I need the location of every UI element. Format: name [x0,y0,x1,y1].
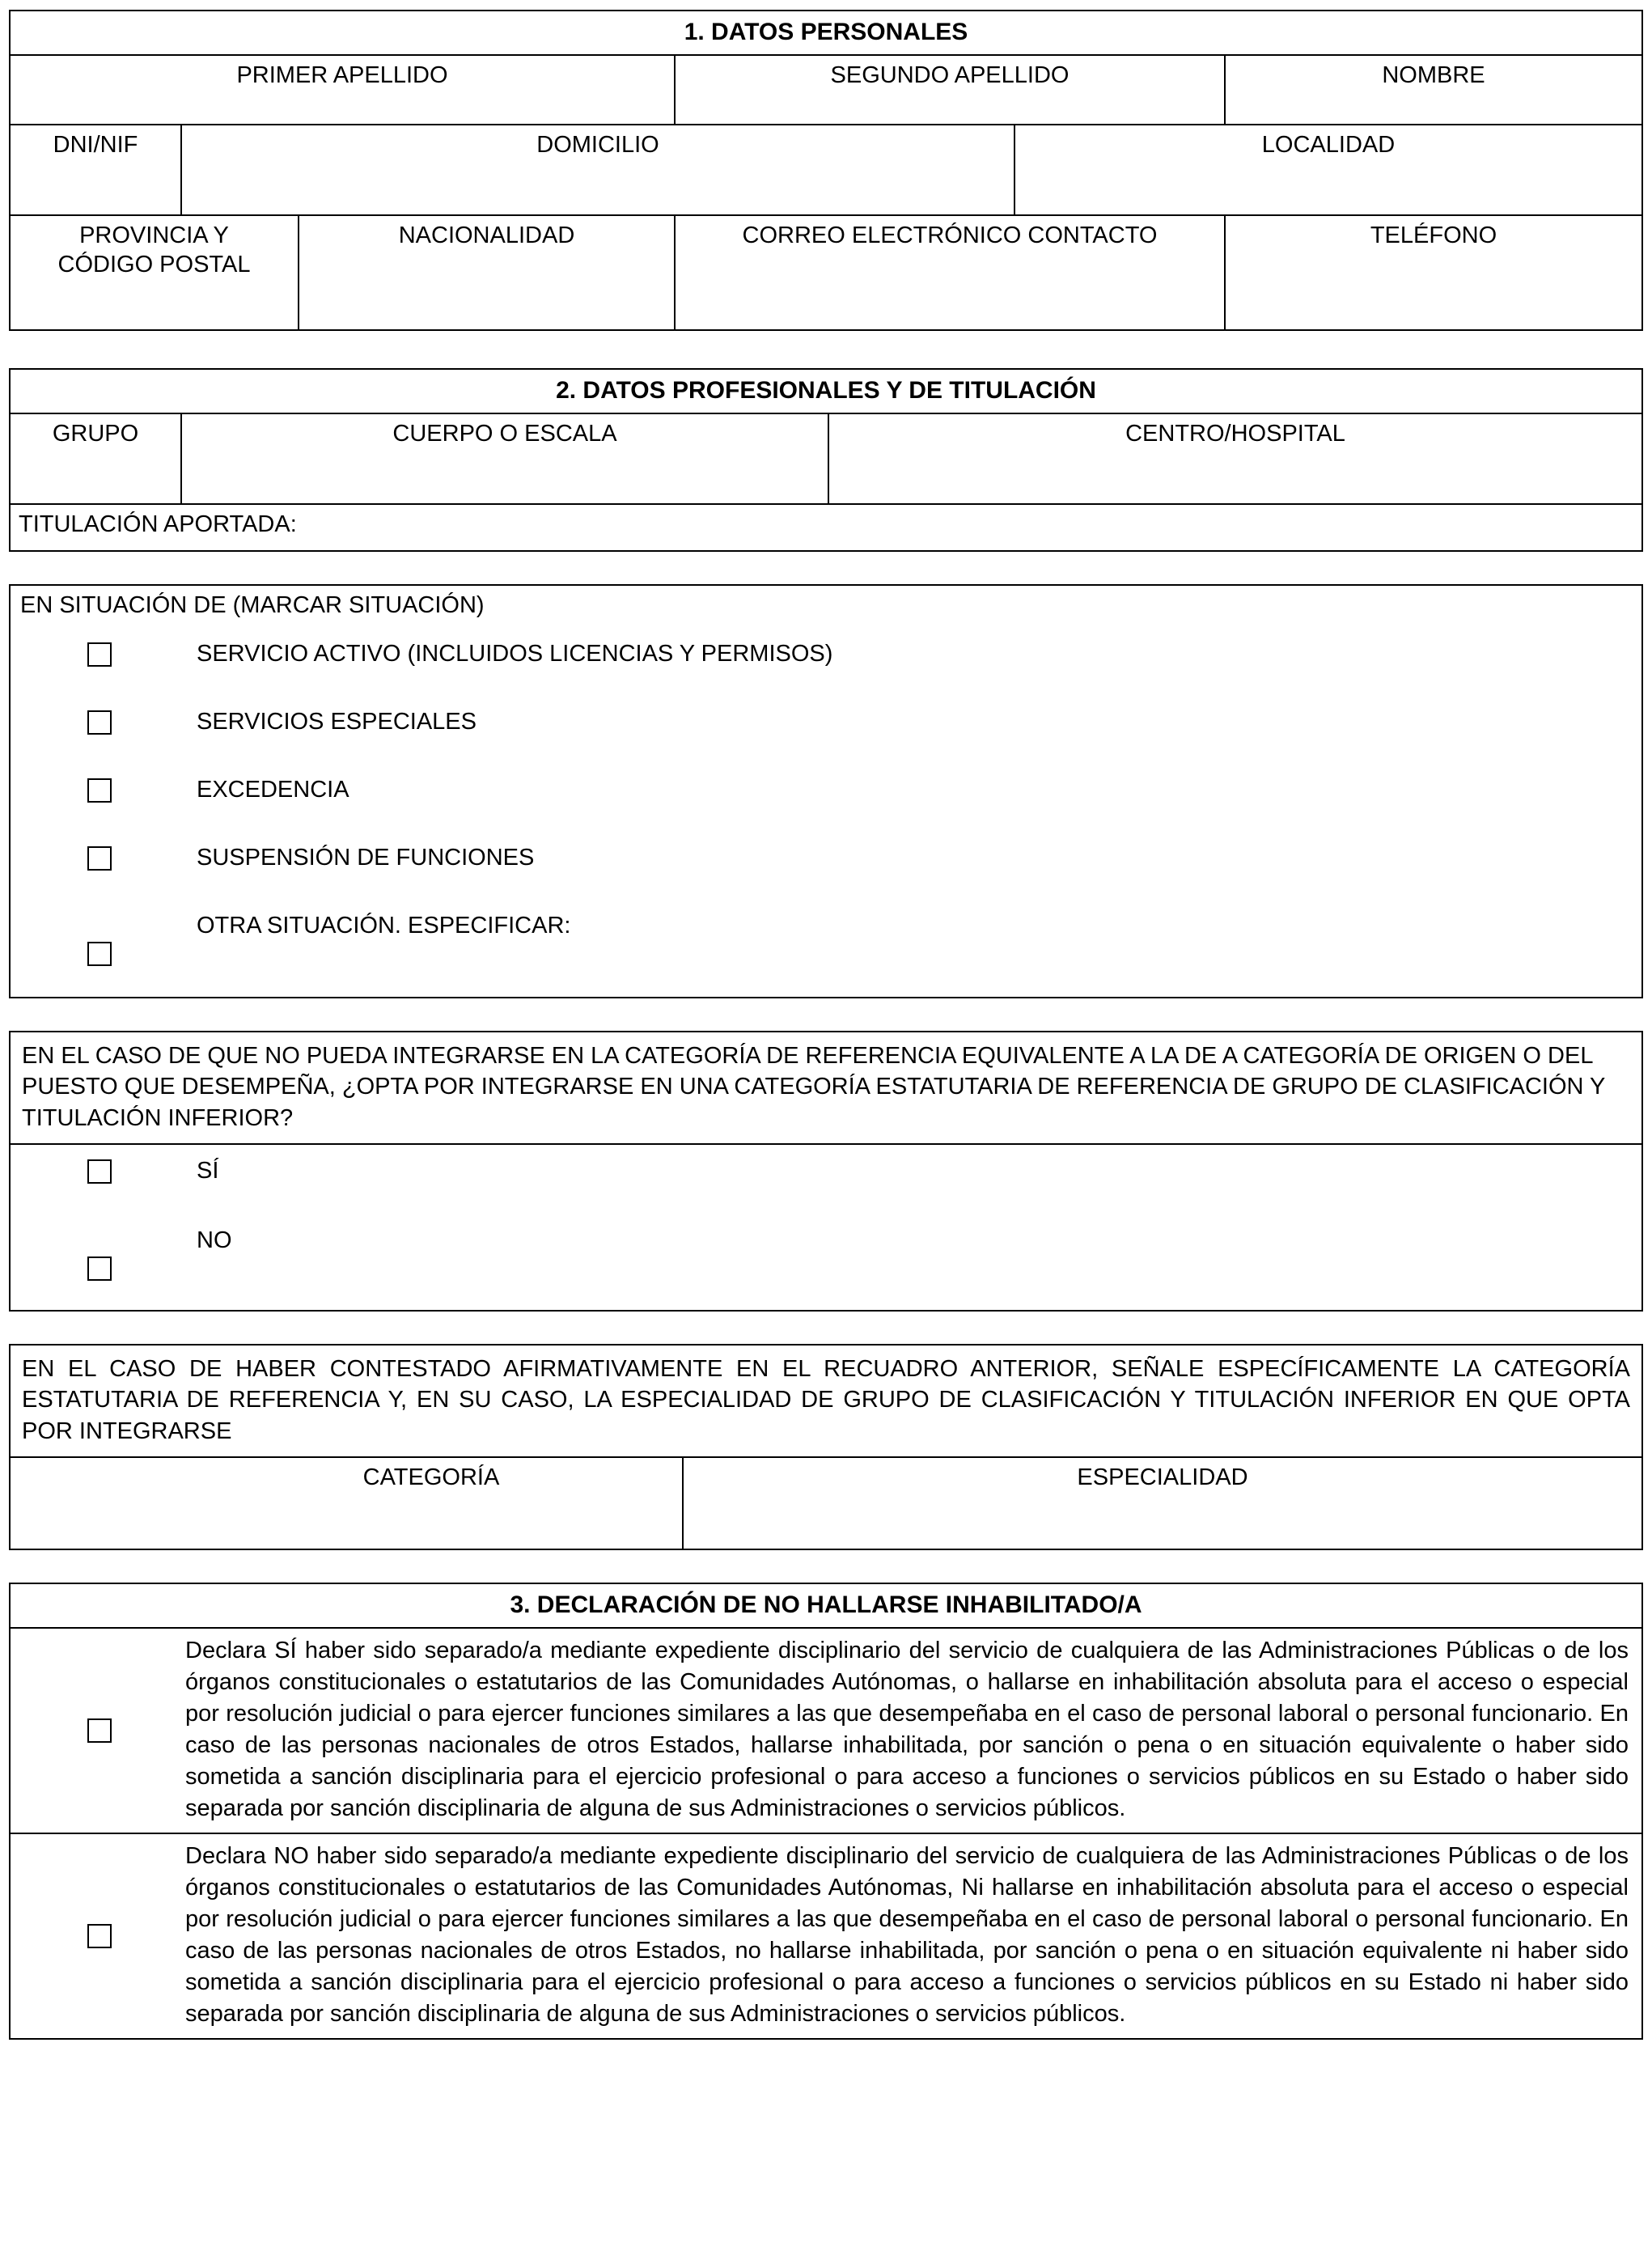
situacion-option-label: EXCEDENCIA [197,777,349,803]
checkbox-icon[interactable] [87,846,112,871]
section2-row-titulacion [11,503,1641,550]
section-declaracion [9,1583,1643,2040]
section1-row-apellidos [11,54,1641,124]
pregunta-option-no[interactable] [11,1224,1641,1294]
field-nacionalidad[interactable]: NACIONALIDAD [298,216,674,329]
field-titulacion-aportada[interactable]: TITULACIÓN APORTADA: [19,511,297,537]
section-datos-profesionales [9,368,1643,552]
situacion-option-label: OTRA SITUACIÓN. ESPECIFICAR: [197,913,571,939]
situacion-option-label: SUSPENSIÓN DE FUNCIONES [197,845,535,871]
situacion-option-otra[interactable] [11,909,1641,977]
field-categoria[interactable]: CATEGORÍA [362,1464,500,1491]
situacion-options [11,626,1641,997]
situacion-option-label: SERVICIOS ESPECIALES [197,709,477,735]
pregunta-text: EN EL CASO DE QUE NO PUEDA INTEGRARSE EN LA CATEGORÍA DE REFERENCIA EQUIVALENTE A LA DE A CATEGORÍA DE ORIGEN O DEL PUESTO QUE DESEMPEÑA, ¿OPTA POR INTEGRARSE EN UNA CATEGORÍA ESTATUTARIA DE REFERENCIA DE GRUPO DE CLASIFICACIÓN Y TITULACIÓN INFERIOR? [22,1043,1605,1131]
afirmativa-text: EN EL CASO DE HABER CONTESTADO AFIRMATIVAMENTE EN EL RECUADRO ANTERIOR, SEÑALE ESPECÍFICAMENTE LA CATEGORÍA ESTATUTARIA DE REFERENCIA Y, EN SU CASO, LA ESPECIALIDAD DE GRUPO DE CLASIFICACIÓN Y TITULACIÓN INFERIOR EN QUE OPTA POR INTEGRARSE [22,1355,1630,1444]
checkbox-icon[interactable] [87,710,112,735]
spacer [8,998,1644,1031]
checkbox-icon[interactable] [87,642,112,667]
section1-title: 1. DATOS PERSONALES [684,19,968,45]
section1-row-domicilio [11,124,1641,214]
declaracion-si-row[interactable] [11,1627,1641,1833]
spacer [8,331,1644,368]
checkbox-icon[interactable] [87,1718,112,1743]
situacion-option-servicio-activo[interactable] [11,638,1641,706]
situacion-option-excedencia[interactable] [11,773,1641,841]
categoria-spacer [11,1458,180,1549]
checkbox-wrap [11,1224,197,1281]
field-nombre[interactable]: NOMBRE [1224,56,1641,124]
field-centro-hospital[interactable]: CENTRO/HOSPITAL [828,414,1641,503]
checkbox-wrap [11,1155,197,1184]
field-localidad[interactable]: LOCALIDAD [1014,125,1641,214]
declaracion-si-text: Declara SÍ haber sido separado/a mediante expediente disciplinario del servicio de cualquiera de las Administraciones Públicas o de los órganos constitucionales o estatutarios de las Comunidades Autónomas, o hallarse en inhabilitación absoluta para el acceso o especial por resolución judicial o para ejercer funciones similares a las que desempeñaba en el caso de personal laboral o personal funcionario. En caso de las personas nacionales de otros Estados, hallarse inhabilitada, por sanción o pena o en situación equivalente o haber sido sometida a sanción disciplinaria para el ejercicio profesional o para acceso a funciones o servicios públicos en su Estado o haber sido separada por sanción disciplinaria de alguna de sus Administraciones o servicios públicos. [185,1638,1629,1822]
pregunta-option-si[interactable] [11,1155,1641,1224]
checkbox-wrap [11,638,197,667]
situacion-header: EN SITUACIÓN DE (MARCAR SITUACIÓN) [20,592,485,618]
section3-title: 3. DECLARACIÓN DE NO HALLARSE INHABILITADO/A [510,1591,1142,1619]
field-segundo-apellido[interactable]: SEGUNDO APELLIDO [674,56,1224,124]
field-grupo[interactable]: GRUPO [52,421,139,447]
section2-row-grupo [11,413,1641,503]
pregunta-option-label: SÍ [197,1157,219,1184]
checkbox-wrap [11,773,197,803]
section-situacion [9,584,1643,998]
pregunta-options [11,1143,1641,1310]
spacer [8,1550,1644,1583]
spacer [8,1312,1644,1344]
section2-title: 2. DATOS PROFESIONALES Y DE TITULACIÓN [556,377,1096,404]
field-cuerpo-escala[interactable]: CUERPO O ESCALA [180,414,828,503]
field-provincia-codigo-postal[interactable] [11,216,298,329]
checkbox-wrap [11,706,197,735]
checkbox-icon[interactable] [87,1159,112,1184]
provincia-line2: CÓDIGO POSTAL [57,252,251,278]
checkbox-wrap [11,1834,180,2038]
field-dni-nif[interactable]: DNI/NIF [53,132,138,158]
section-pregunta-integracion [9,1031,1643,1312]
field-especialidad[interactable]: ESPECIALIDAD [682,1458,1641,1549]
spacer [8,552,1644,584]
situacion-option-suspension[interactable] [11,841,1641,909]
field-domicilio[interactable]: DOMICILIO [180,125,1014,214]
field-correo-electronico[interactable]: CORREO ELECTRÓNICO CONTACTO [674,216,1224,329]
checkbox-icon[interactable] [87,1256,112,1281]
section1-row-contacto [11,214,1641,329]
section-datos-personales [9,10,1643,331]
checkbox-wrap [11,1629,180,1833]
categoria-especialidad-row [11,1456,1641,1549]
checkbox-icon[interactable] [87,1924,112,1948]
field-telefono[interactable]: TELÉFONO [1224,216,1641,329]
checkbox-icon[interactable] [87,778,112,803]
situacion-option-label: SERVICIO ACTIVO (INCLUIDOS LICENCIAS Y PERMISOS) [197,641,833,667]
pregunta-option-label: NO [197,1227,232,1253]
declaracion-no-row[interactable] [11,1833,1641,2038]
declaracion-no-text: Declara NO haber sido separado/a mediante expediente disciplinario del servicio de cualquiera de las Administraciones Públicas o de los órganos constitucionales o estatutarios de las Comunidades Autónomas, Ni hallarse en inhabilitación absoluta para el acceso o especial por resolución judicial o para ejercer funciones similares a las que desempeñaba en el caso de personal laboral o personal funcionario. En caso de las personas nacionales de otros Estados, no hallarse inhabilitada, por sanción o pena o en situación equivalente ni haber sido sometida a sanción disciplinaria para el ejercicio profesional o para acceso a funciones o servicios públicos en su Estado ni haber sido separada por sanción disciplinaria de alguna de sus Administraciones o servicios públicos. [185,1843,1629,2028]
checkbox-wrap [11,909,197,966]
section-categoria-especialidad [9,1344,1643,1551]
checkbox-wrap [11,841,197,871]
situacion-option-servicios-especiales[interactable] [11,706,1641,773]
field-primer-apellido[interactable]: PRIMER APELLIDO [236,62,448,88]
provincia-line1: PROVINCIA Y [79,222,229,248]
checkbox-icon[interactable] [87,942,112,966]
